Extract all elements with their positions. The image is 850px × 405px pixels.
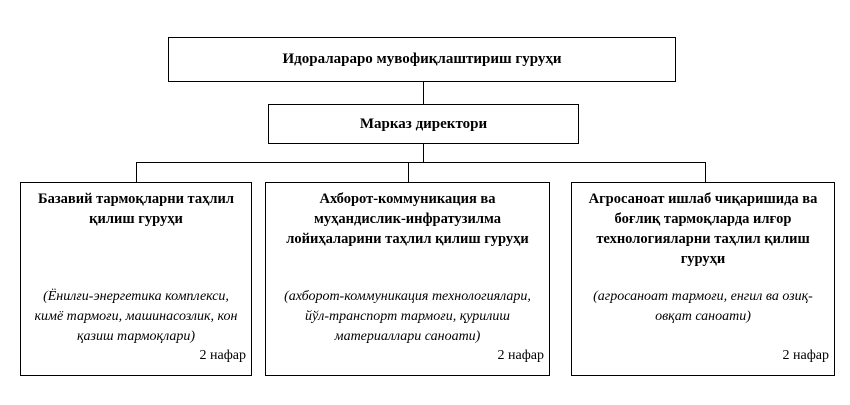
group-count: 2 нафар xyxy=(782,348,829,363)
group-count: 2 нафар xyxy=(199,348,246,363)
interagency-group-box xyxy=(168,37,676,82)
group-title: Агросаноат ишлаб чиқаришида ва боғлиқ тармоқларда илғор технологияларни таҳлил қилиш гуруҳи xyxy=(588,191,818,267)
group-title: Базавий тармоқларни таҳлил қилиш гуруҳи xyxy=(38,191,234,227)
group-description: (Ёнилғи-энергетика комплекси, кимё тармоғи, машинасозлик, кон қазиш тармоқлари) xyxy=(34,289,238,344)
group-count: 2 нафар xyxy=(497,348,544,363)
group-description: (агросаноат тармоғи, енгил ва озиқ-овқат саноати) xyxy=(593,289,813,324)
group-box-agro-industry xyxy=(571,182,835,376)
connector-horizontal xyxy=(136,162,706,163)
connector-group-3 xyxy=(705,162,706,182)
connector-top-to-center xyxy=(423,82,424,104)
center-director-box xyxy=(268,104,579,144)
connector-center-down xyxy=(423,144,424,162)
group-box-ict-infrastructure xyxy=(265,182,550,376)
center-director-title: Марказ директори xyxy=(359,115,488,132)
group-box-basic-industries xyxy=(20,182,252,376)
connector-group-1 xyxy=(136,162,137,182)
group-title: Ахборот-коммуникация ва муҳандислик-инфратузилма лойиҳаларини таҳлил қилиш гуруҳи xyxy=(286,191,529,247)
connector-group-2 xyxy=(408,162,409,182)
interagency-group-title: Идоралараро мувофиқлаштириш гуруҳи xyxy=(282,51,562,67)
group-description: (ахборот-коммуникация технологиялари, йўл-транспорт тармоғи, қурилиш материаллари саноати) xyxy=(284,289,531,344)
